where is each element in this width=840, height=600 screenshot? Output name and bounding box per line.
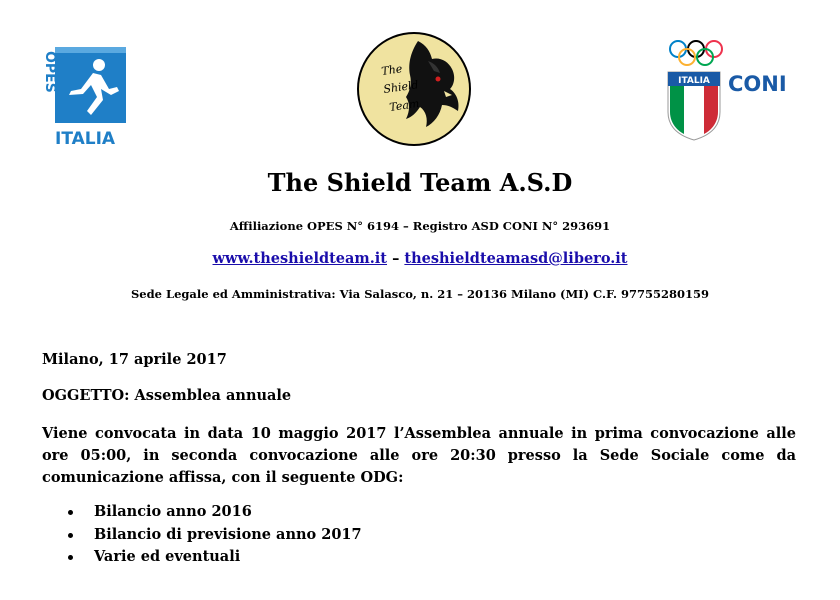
agenda-list (42, 501, 362, 569)
agenda-item (42, 501, 362, 524)
coni-italia-text: ITALIA (678, 76, 710, 86)
address-line: Sede Legale ed Amministrativa: Via Salasco, n. 21 – 20136 Milano (MI) C.F. 97755280159 (131, 287, 709, 301)
agenda-item (42, 524, 362, 547)
letter-body: Viene convocata in data 10 maggio 2017 l’Assemblea annuale in prima convocazione alle ore 05:00, in seconda convocazione alle ore 20:30 presso la Sede Sociale come da comunicazione affissa, con il seguente ODG: (42, 425, 796, 486)
affiliation-line: Affiliazione OPES N° 6194 – Registro ASD CONI N° 293691 (229, 219, 611, 233)
coni-logo (664, 38, 796, 142)
links-separator: – (392, 250, 400, 267)
coni-text: CONI (728, 72, 787, 96)
contact-links (0, 250, 840, 267)
opes-italia-text: ITALIA (55, 129, 116, 148)
opes-italia-logo (41, 45, 128, 148)
svg-text:The: The (380, 62, 404, 78)
email-link[interactable]: theshieldteamasd@libero.it (404, 250, 628, 267)
opes-text: OPES (42, 51, 58, 93)
agenda-item-text: Bilancio di previsione anno 2017 (94, 525, 362, 543)
agenda-item (42, 546, 362, 569)
bullet-icon (68, 555, 73, 560)
svg-text:Shield: Shield (382, 78, 420, 96)
organization-title: The Shield Team A.S.D (267, 168, 573, 197)
svg-text:Team: Team (388, 96, 421, 114)
letter-date: Milano, 17 aprile 2017 (42, 351, 227, 368)
agenda-item-text: Bilancio anno 2016 (94, 503, 252, 520)
bullet-icon (68, 533, 73, 538)
agenda-item-text: Varie ed eventuali (94, 548, 241, 565)
website-link[interactable]: www.theshieldteam.it (212, 250, 388, 267)
bullet-icon (68, 510, 73, 515)
shield-team-logo (356, 31, 472, 147)
letter-subject: OGGETTO: Assemblea annuale (42, 387, 292, 404)
